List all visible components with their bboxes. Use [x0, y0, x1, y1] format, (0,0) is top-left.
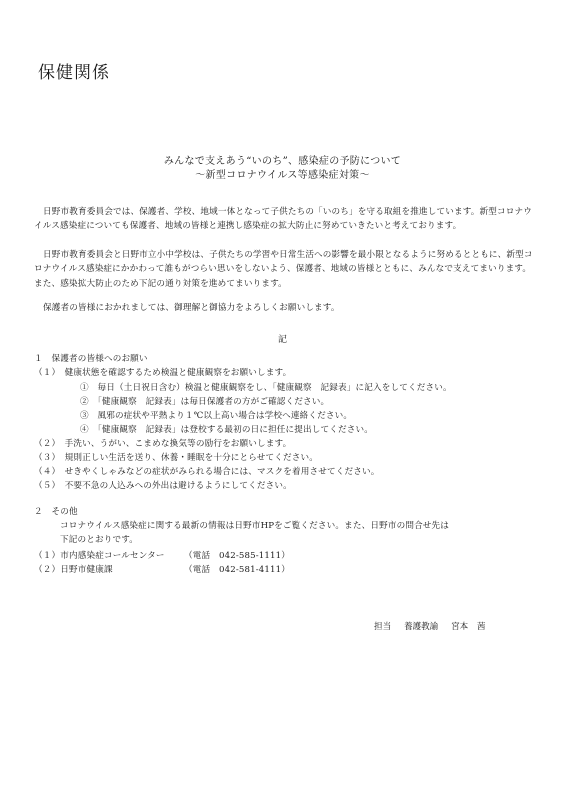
list-item: ④ 「健康観察 記録表」は登校する最初の日に担任に提出してください。 [80, 425, 373, 435]
signature-position: 養護教諭 [403, 622, 439, 632]
document-title: みんなで支えあう“いのち”、感染症の予防について [163, 156, 402, 167]
ki-marker: 記 [277, 335, 287, 345]
list-item: （５） 不要不急の人込みへの外出は避けるようにしてください。 [34, 481, 292, 491]
document-subtitle: 〜新型コロナウイルス等感染症対策〜 [195, 170, 370, 181]
signature [374, 620, 495, 632]
list-item: （４） せきやくしゃみなどの症状がみられる場合には、マスクを着用させてください。 [34, 467, 380, 477]
list-item: ① 毎日（土日祝日含む）検温と健康観察をし、「健康観察 記録表」に記入をしてください。 [80, 383, 452, 393]
policy-paragraph: 日野市教育委員会と日野市立小中学校は、子供たちの学習や日常生活への影響を最小限となるように努めるとともに、新型コロナウイルス感染症にかかわって誰もがつらい思いをしないよう、保護者、地域の皆様とともに、みんなで支えてまいります。また、感染拡大防止のため下記の通り対策を進めてまいります。 [34, 250, 533, 289]
contact-label: （１）市内感染症コールセンター [34, 551, 165, 561]
list-item: ② 「健康観察 記録表」は毎日保護者の方がご確認ください。 [80, 397, 330, 407]
list-item: （１） 健康状態を確認するため検温と健康観察をお願いします。 [34, 368, 292, 378]
list-item: （２） 手洗い、うがい、こまめな換気等の励行をお願いします。 [34, 439, 292, 449]
section1-title: １ 保護者の皆様へのお願い [34, 354, 148, 364]
contact-phone: （電話 042-581-4111） [184, 565, 291, 575]
section2-title: ２ その他 [34, 507, 78, 517]
signature-name: 宮本 茜 [451, 622, 486, 632]
list-item: （３） 規則正しい生活を送り、休養・睡眠を十分にとらせてください。 [34, 453, 318, 463]
list-item: ③ 風邪の症状や平熱より１℃以上高い場合は学校へ連絡ください。 [80, 411, 353, 421]
page-heading: 保健関係 [38, 63, 110, 83]
section2-text: 下記のとおりです。 [60, 535, 139, 545]
section2-text: コロナウイルス感染症に関する最新の情報は日野市HPをご覧ください。また、日野市の問合せ先は [60, 521, 450, 531]
intro-paragraph: 日野市教育委員会では、保護者、学校、地域一体となって子供たちの「いのち」を守る取組を推進しています。新型コロナウイルス感染症についても保護者、地域の皆様と連携し感染症の拡大防止に努めていきたいと考えております。 [34, 207, 532, 232]
contact-label: （２）日野市健康課 [34, 565, 113, 575]
signature-role: 担当 [374, 622, 392, 632]
request-paragraph: 保護者の皆様におかれましては、御理解と御協力をよろしくお願いします。 [43, 303, 340, 313]
contact-phone: （電話 042-585‐1111） [184, 551, 291, 561]
